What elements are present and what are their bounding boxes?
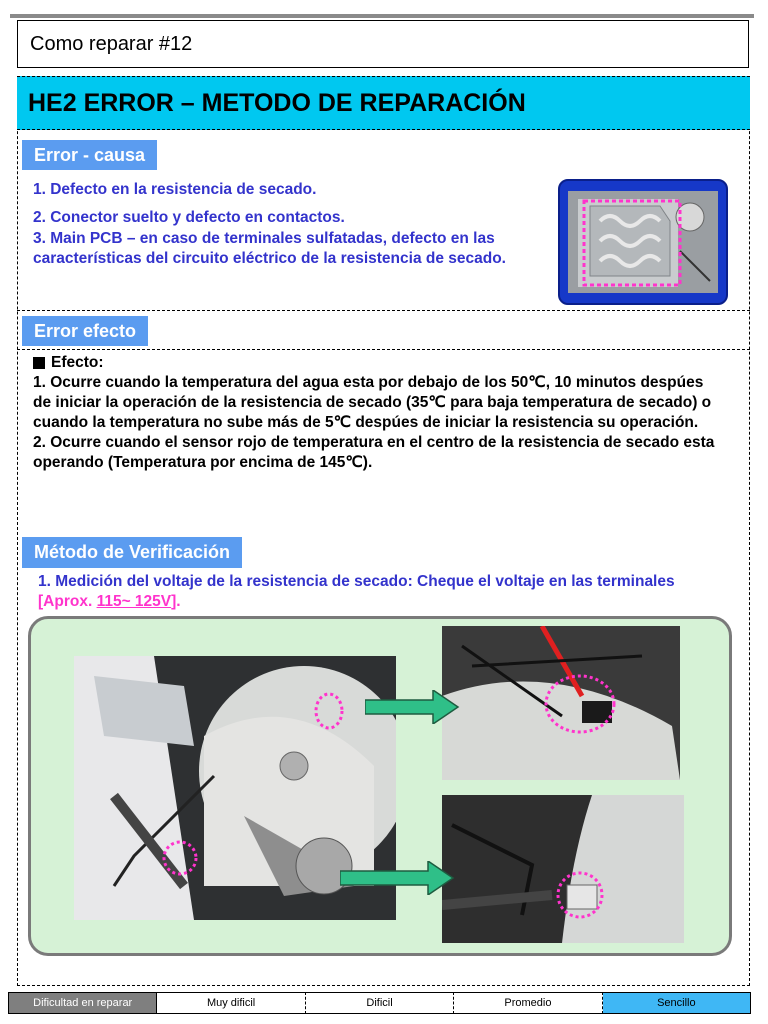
- voltage-prefix: [Aprox.: [38, 593, 97, 610]
- top-divider: [10, 14, 754, 18]
- section-label-effect: Error efecto: [22, 316, 148, 346]
- connector-closeup-photo-top: [442, 626, 680, 780]
- voltage-highlight: [38, 593, 181, 610]
- verification-instruction: 1. Medición del voltaje de la resistencia de secado: Cheque el voltaje en las terminales: [38, 573, 675, 590]
- difficulty-option-easy: Sencillo: [603, 992, 751, 1014]
- effect-item: 2. Ocurre cuando el sensor rojo de temperatura en el centro de la resistencia de secado esta operando (Temperatura por encima de 145℃).: [33, 434, 715, 471]
- difficulty-option-very-hard: Muy dificil: [157, 992, 305, 1014]
- section-label-cause: Error - causa: [22, 140, 157, 170]
- difficulty-label: Dificultad en reparar: [8, 992, 157, 1014]
- arrow-right-icon: [340, 861, 455, 895]
- difficulty-option-average: Promedio: [454, 992, 602, 1014]
- cause-item: 3. Main PCB – en caso de terminales sulfatadas, defecto en las características del circuito eléctrico de la resistencia de secado.: [33, 230, 506, 267]
- voltage-value: 115~ 125V: [96, 593, 172, 610]
- banner-title: HE2 ERROR – METODO DE REPARACIÓN: [17, 76, 750, 130]
- page-title: Como reparar #12: [30, 32, 193, 55]
- heater-photo: [558, 179, 728, 305]
- effect-item: 1. Ocurre cuando la temperatura del agua esta por debajo de los 50℃, 10 minutos despúes de iniciar la operación de la resistencia de secado (35℃ para baja temperatura de secado) o cuando la temperatura no sube más de 5℃ despúes de iniciar la resistencia su operación.: [33, 374, 712, 431]
- cause-item: 1. Defecto en la resistencia de secado.: [33, 181, 317, 198]
- effect-text: [33, 353, 723, 473]
- section-label-verification: Método de Verificación: [22, 537, 242, 568]
- difficulty-bar: [8, 992, 751, 1014]
- cause-item: 2. Conector suelto y defecto en contactos.: [33, 209, 345, 226]
- verification-text: [38, 572, 718, 612]
- cause-list: [33, 180, 533, 269]
- page-header: [17, 20, 749, 68]
- voltage-suffix: ].: [171, 593, 181, 610]
- effect-heading: Efecto:: [51, 354, 104, 371]
- connector-closeup-photo-bottom: [442, 795, 684, 943]
- arrow-right-icon: [365, 690, 460, 724]
- square-bullet-icon: [33, 357, 45, 369]
- difficulty-option-hard: Dificil: [306, 992, 454, 1014]
